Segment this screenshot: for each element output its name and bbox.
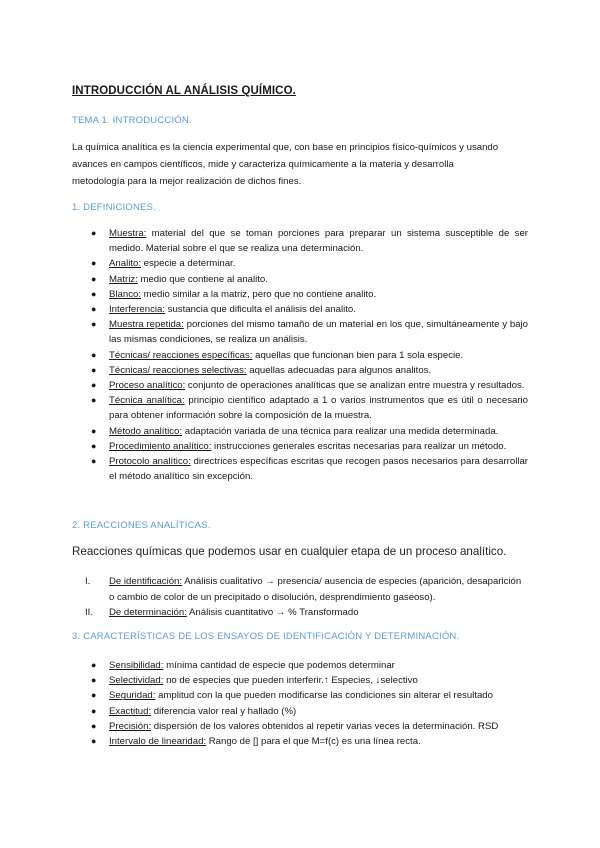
bullet-icon: ● bbox=[91, 364, 97, 375]
item-text: diferencia valor real y hallado (%) bbox=[151, 705, 297, 717]
list-item bbox=[72, 226, 528, 256]
list-item bbox=[72, 574, 528, 605]
list-item bbox=[72, 439, 528, 454]
list-item bbox=[72, 256, 528, 271]
bullet-icon: ● bbox=[91, 258, 97, 269]
item-term: Exactitud: bbox=[109, 705, 152, 717]
item-term: Proceso analítico: bbox=[109, 380, 186, 392]
item-term: Sensibilidad: bbox=[109, 660, 164, 671]
section-2-heading: 2. REACCIONES ANALÍTICAS. bbox=[72, 520, 211, 531]
item-text: sustancia que dificulta el análisis del analito. bbox=[165, 304, 356, 316]
item-term: De identificación: bbox=[109, 576, 183, 587]
bullet-icon: ● bbox=[91, 395, 97, 406]
item-term: Muestra: bbox=[109, 228, 147, 239]
list-item bbox=[72, 272, 528, 287]
item-term: Técnica analítica: bbox=[109, 395, 185, 407]
bullet-icon: ● bbox=[91, 456, 97, 467]
intro-line: metodología para la mejor realización de dichos fines. bbox=[72, 176, 302, 187]
item-term: Interferencia: bbox=[109, 304, 165, 316]
list-item bbox=[72, 317, 528, 347]
bullet-icon: ● bbox=[91, 705, 97, 716]
item-text: adaptación variada de una técnica para realizar una medida determinada. bbox=[182, 425, 499, 437]
reactions-list bbox=[72, 574, 528, 621]
intro-paragraph bbox=[72, 139, 528, 190]
bullet-icon: ● bbox=[91, 720, 97, 731]
section-3-heading: 3. CARACTERÍSTICAS DE LOS ENSAYOS DE IDENTIFICACIÓN Y DETERMINACIÓN. bbox=[72, 631, 460, 642]
item-term: Técnicas/ reacciones específicas: bbox=[109, 349, 253, 361]
bullet-icon: ● bbox=[91, 304, 97, 315]
item-term: Método analítico: bbox=[109, 425, 183, 437]
item-term: Analito: bbox=[109, 258, 141, 270]
item-text: no de especies que pueden interferir.↑ Especies, ↓selectivo bbox=[163, 675, 418, 687]
document-title: INTRODUCCIÓN AL ANÁLISIS QUÍMICO. bbox=[72, 85, 296, 97]
intro-line: La química analítica es la ciencia experimental que, con base en principios físico-químicos y usando bbox=[72, 142, 499, 153]
item-term: Procedimiento analítico: bbox=[109, 440, 212, 452]
list-item bbox=[72, 363, 528, 378]
item-text: principio científico adaptado a 1 o varios instrumentos que es útil o necesario para obtener información sobre la composición de la muestra. bbox=[109, 395, 529, 422]
bullet-icon: ● bbox=[91, 228, 97, 238]
list-item bbox=[72, 287, 528, 302]
bullet-icon: ● bbox=[91, 675, 97, 686]
item-text: Análisis cuantitativo → % Transformado bbox=[186, 607, 359, 619]
item-text: Rango de [] para el que M=f(c) es una línea recta. bbox=[206, 736, 421, 748]
list-item bbox=[72, 704, 528, 719]
item-text: medio similar a la matriz, pero que no contiene analito. bbox=[141, 288, 377, 300]
item-term: Seguridad: bbox=[109, 690, 156, 702]
bullet-icon: ● bbox=[91, 660, 97, 670]
bullet-icon: ● bbox=[91, 736, 97, 747]
list-item bbox=[72, 658, 528, 673]
bullet-icon: ● bbox=[91, 380, 97, 391]
item-text: especie a determinar. bbox=[141, 258, 236, 270]
list-item bbox=[72, 424, 528, 439]
item-number: I. bbox=[85, 576, 91, 587]
item-text: material del que se toman porciones para preparar un sistema susceptible de ser medido. Material sobre el que se realiza una determinación. bbox=[109, 228, 528, 255]
list-item bbox=[72, 393, 528, 423]
item-term: Blanco: bbox=[109, 288, 141, 300]
bullet-icon: ● bbox=[91, 319, 97, 330]
list-item bbox=[72, 454, 528, 484]
item-term: De determinación: bbox=[109, 607, 187, 619]
definitions-list bbox=[72, 226, 528, 484]
item-term: Técnicas/ reacciones selectivas: bbox=[109, 364, 247, 376]
bullet-icon: ● bbox=[91, 440, 97, 451]
bullet-icon: ● bbox=[91, 273, 97, 284]
item-term: Precisión: bbox=[109, 720, 152, 732]
bullet-icon: ● bbox=[91, 690, 97, 701]
bullet-icon: ● bbox=[91, 288, 97, 299]
item-text: amplitud con la que pueden modificarse las condiciones sin alterar el resultado bbox=[155, 690, 493, 702]
item-text: Análisis cualitativo → presencia/ ausencia de especies (aparición, desaparición o cambio de color de un precipitado o disolución, desprendimiento gaseoso). bbox=[109, 576, 522, 603]
item-term: Matriz: bbox=[109, 273, 138, 285]
item-text: conjunto de operaciones analíticas que se analizan entre muestra y resultados. bbox=[185, 380, 525, 392]
list-item bbox=[72, 302, 528, 317]
item-text: porciones del mismo tamaño de un material en los que, simultáneamente y bajo las mismas condiciones, se realiza un análisis. bbox=[109, 319, 528, 346]
item-text: instrucciones generales escritas necesarias para realizar un método. bbox=[211, 440, 507, 452]
item-number: II. bbox=[85, 607, 93, 619]
item-term: Muestra repetida: bbox=[109, 319, 184, 331]
tema-heading: TEMA 1. INTRODUCCIÓN. bbox=[72, 115, 192, 126]
item-text: dispersión de los valores obtenidos al repetir varias veces la determinación. RSD bbox=[151, 720, 499, 732]
intro-line: avances en campos científicos, mide y caracteriza químicamente a la materia y desarrolla bbox=[72, 159, 454, 170]
list-item bbox=[72, 688, 528, 703]
bullet-icon: ● bbox=[91, 349, 97, 360]
item-text: directrices específicas escritas que recogen pasos necesarios para desarrollar el método analítico sin excepción. bbox=[109, 456, 529, 483]
item-text: medio que contiene al analito. bbox=[137, 273, 268, 285]
list-item bbox=[72, 378, 528, 393]
bullet-icon: ● bbox=[91, 425, 97, 436]
item-term: Selectividad: bbox=[109, 675, 164, 687]
list-item bbox=[72, 348, 528, 363]
list-item bbox=[72, 605, 528, 621]
item-text: aquellas adecuadas para algunos analitos. bbox=[246, 364, 432, 376]
list-item bbox=[72, 673, 528, 688]
list-item bbox=[72, 734, 528, 749]
item-term: Protocolo analítico: bbox=[109, 456, 191, 468]
item-term: Intervalo de linearidad: bbox=[109, 736, 207, 748]
list-item bbox=[72, 719, 528, 734]
characteristics-list bbox=[72, 658, 528, 749]
section-1-heading: 1. DEFINICIONES. bbox=[72, 202, 156, 213]
item-text: mínima cantidad de especie que podemos determinar bbox=[163, 660, 395, 671]
section-2-intro: Reacciones químicas que podemos usar en cualquier etapa de un proceso analítico. bbox=[72, 545, 507, 558]
item-text: aquellas que funcionan bien para 1 sola especie. bbox=[252, 349, 464, 361]
